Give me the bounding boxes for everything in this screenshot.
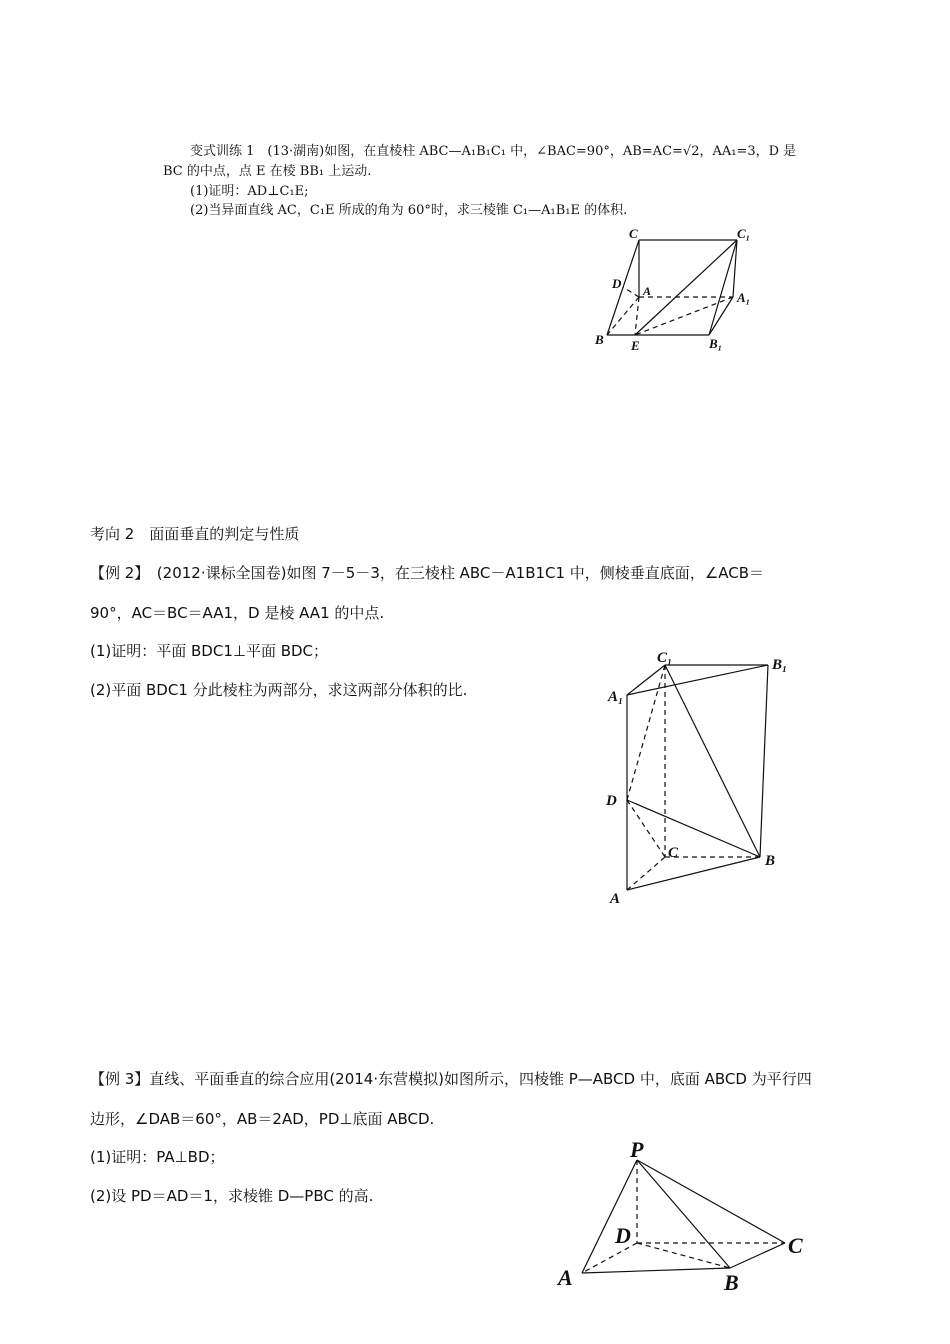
edge-B-C	[730, 1243, 785, 1268]
label-A: A	[643, 284, 652, 298]
edge-C1-B	[665, 665, 760, 857]
edge-P-B	[637, 1160, 730, 1268]
edge-A-D	[623, 287, 639, 297]
edge-A-E	[635, 297, 639, 335]
section2-heading: 考向 2 面面垂直的判定与性质	[90, 525, 300, 543]
edge-A-B	[582, 1268, 730, 1273]
example2-question2: (2)平面 BDC1 分此棱柱为两部分，求这两部分体积的比.	[90, 681, 468, 699]
label-C1: C₁	[657, 650, 673, 666]
label-B1: B₁	[709, 336, 723, 351]
edge-C1-B1	[709, 240, 737, 335]
figure-prism-1	[585, 222, 765, 357]
edge-A1-B1	[709, 297, 733, 335]
example2-question1: (1)证明：平面 BDC1⊥平面 BDC；	[90, 642, 329, 660]
edge-A-B	[627, 857, 760, 890]
label-D: D	[612, 276, 622, 291]
label-A: A	[558, 1265, 573, 1290]
edge-D-B	[637, 1243, 730, 1268]
label-A1: A₁	[737, 290, 751, 305]
edge-B1-B	[760, 665, 768, 857]
label-C: C	[668, 845, 679, 861]
label-D: D	[615, 1223, 631, 1248]
example3-question1: (1)证明：PA⊥BD；	[90, 1148, 225, 1166]
label-A: A	[610, 891, 621, 907]
problem1-line2: BC 的中点，点 E 在棱 BB₁ 上运动.	[163, 164, 372, 179]
example3-question2: (2)设 PD＝AD＝1，求棱锥 D—PBC 的高.	[90, 1187, 374, 1205]
problem1-question1: (1)证明：AD⊥C₁E;	[190, 184, 309, 199]
label-C: C	[629, 226, 638, 241]
example3-line1: 【例 3】直线、平面垂直的综合应用(2014·东营模拟)如图所示，四棱锥 P—ABCD 中，底面 ABCD 为平行四	[90, 1070, 812, 1088]
example2-line2: 90°，AC＝BC＝AA1，D 是棱 AA1 的中点.	[90, 604, 385, 622]
label-B: B	[595, 332, 604, 347]
label-P: P	[630, 1137, 644, 1162]
problem1-line1: 变式训练 1 (13·湖南)如图，在直棱柱 ABC—A₁B₁C₁ 中，∠BAC=90°，AB=AC=√2，AA₁=3，D 是	[190, 144, 797, 159]
edge-A1-B1	[627, 665, 768, 695]
edge-P-A	[582, 1160, 637, 1273]
label-C1: C₁	[737, 226, 751, 241]
label-B: B	[765, 853, 776, 869]
example3-line2: 边形，∠DAB＝60°，AB＝2AD，PD⊥底面 ABCD.	[90, 1110, 435, 1128]
label-E: E	[631, 338, 640, 353]
edge-A-B	[607, 297, 639, 335]
label-B1: B₁	[772, 657, 788, 673]
edge-D-C1	[627, 665, 665, 800]
figure-pyramid	[550, 1135, 820, 1305]
label-C: C	[788, 1233, 803, 1258]
problem1-question2: (2)当异面直线 AC，C₁E 所成的角为 60°时，求三棱锥 C₁—A₁B₁E 的体积.	[190, 203, 628, 218]
edge-D-B	[627, 800, 760, 857]
edge-P-C	[637, 1160, 785, 1243]
label-D: D	[606, 793, 617, 809]
label-A1: A₁	[608, 689, 624, 705]
figure-prism-2	[600, 645, 800, 915]
label-B: B	[724, 1270, 739, 1295]
example2-line1: 【例 2】 (2012·课标全国卷)如图 7－5－3，在三棱柱 ABC－A1B1C1 中，侧棱垂直底面，∠ACB＝	[90, 564, 765, 582]
